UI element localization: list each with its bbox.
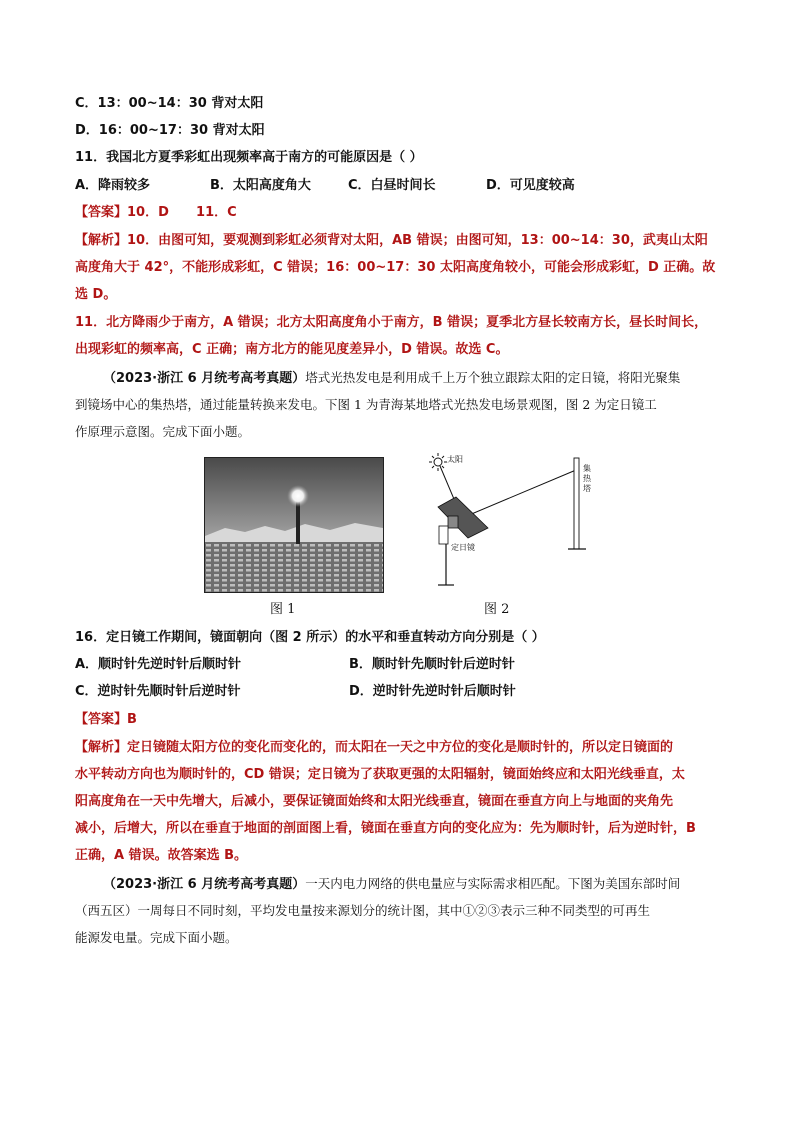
intro-2-line-3: 作原理示意图。完成下面小题。 [75,424,251,439]
answer-text: 10．D 11．C [127,205,237,220]
analysis-1-line-1: 【解析】10．由图可知，要观测到彩虹必须背对太阳，AB 错误；由图可知，13：00~14：30，武夷山太阳 [75,233,708,248]
figure-1-caption: 图 1 [270,602,296,617]
q11-option-b: B．太阳高度角大 [210,178,311,193]
q16-stem: 16．定日镜工作期间，镜面朝向（图 2 所示）的水平和垂直转动方向分别是（ ） [75,630,545,645]
sun-label: 太阳 [447,455,463,464]
answer-label: 【答案】 [75,205,128,220]
analysis-1-line-2: 高度角大于 42°，不能形成彩虹，C 错误；16：00~17：30 太阳高度角较小，可能会形成彩虹，D 正确。故 [75,260,716,275]
figure-2-diagram [424,452,614,594]
q11-stem: 11．我国北方夏季彩虹出现频率高于南方的可能原因是（ ） [75,150,423,165]
figure-2-caption: 图 2 [484,602,510,617]
analysis-2-line-1: 【解析】定日镜随太阳方位的变化而变化的，而太阳在一天之中方位的变化是顺时针的，所以定日镜面的 [75,740,674,755]
intro-3-line-1: （2023·浙江 6 月统考高考真题）一天内电力网络的供电量应与实际需求相匹配。下图为美国东部时间 [103,876,681,892]
analysis-1-line-4: 11．北方降雨少于南方，A 错误；北方太阳高度角小于南方，B 错误；夏季北方昼长较南方长，昼长时间长， [75,315,708,330]
q16-option-d: D．逆时针先逆时针后顺时针 [349,684,516,699]
intro-3-line-3: 能源发电量。完成下面小题。 [75,930,238,945]
q11-option-a: A．降雨较多 [75,178,151,193]
answer-block-2 [75,712,137,728]
answer-text: B [127,712,137,727]
intro-2-line-2: 到镜场中心的集热塔，通过能量转换来发电。下图 1 为青海某地塔式光热发电场景观图，图 2 为定日镜工 [75,397,657,412]
mirror-label: 定日镜 [451,543,475,552]
answer-block-1 [75,205,237,221]
analysis-2-line-4: 减小，后增大，所以在垂直于地面的剖面图上看，镜面在垂直方向的变化应为：先为顺时针，后为逆时针，B [75,821,696,836]
analysis-1-line-3: 选 D。 [75,287,117,302]
q16-option-a: A．顺时针先逆时针后顺时针 [75,657,242,672]
q16-option-c: C．逆时针先顺时针后逆时针 [75,684,241,699]
analysis-2-line-3: 阳高度角在一天中先增大，后减小，要保证镜面始终和太阳光线垂直，镜面在垂直方向上与地面的夹角先 [75,794,674,809]
sun-icon [429,453,447,471]
analysis-label: 【解析】 [75,233,128,248]
analysis-label: 【解析】 [75,740,128,755]
analysis-2-line-2: 水平转动方向也为顺时针的，CD 错误；定日镜为了获取更强的太阳辐射，镜面始终应和太阳光线垂直，太 [75,767,685,782]
intro-2-line-1: （2023·浙江 6 月统考高考真题）塔式光热发电是利用成千上万个独立跟踪太阳的定日镜，将阳光聚集 [103,370,681,386]
tower-label: 集热塔 [583,464,591,493]
analysis-1-line-5: 出现彩虹的频率高，C 正确；南方北方的能见度差异小，D 错误。故选 C。 [75,342,509,357]
answer-label: 【答案】 [75,712,128,727]
figure-1-photo [204,457,384,593]
intro-2-source: （2023·浙江 6 月统考高考真题） [103,371,306,386]
analysis-2-line-5: 正确，A 错误。故答案选 B。 [75,848,248,863]
intro-3-source: （2023·浙江 6 月统考高考真题） [103,877,306,892]
q11-option-c: C．白昼时间长 [348,178,436,193]
q10-option-c: C．13：00~14：30 背对太阳 [75,96,264,111]
q10-option-d: D．16：00~17：30 背对太阳 [75,123,265,138]
intro-3-line-2: （西五区）一周每日不同时刻，平均发电量按来源划分的统计图，其中①②③表示三种不同类型的可再生 [75,903,651,918]
q11-option-d: D．可见度较高 [486,178,575,193]
q16-option-b: B．顺时针先顺时针后逆时针 [349,657,515,672]
